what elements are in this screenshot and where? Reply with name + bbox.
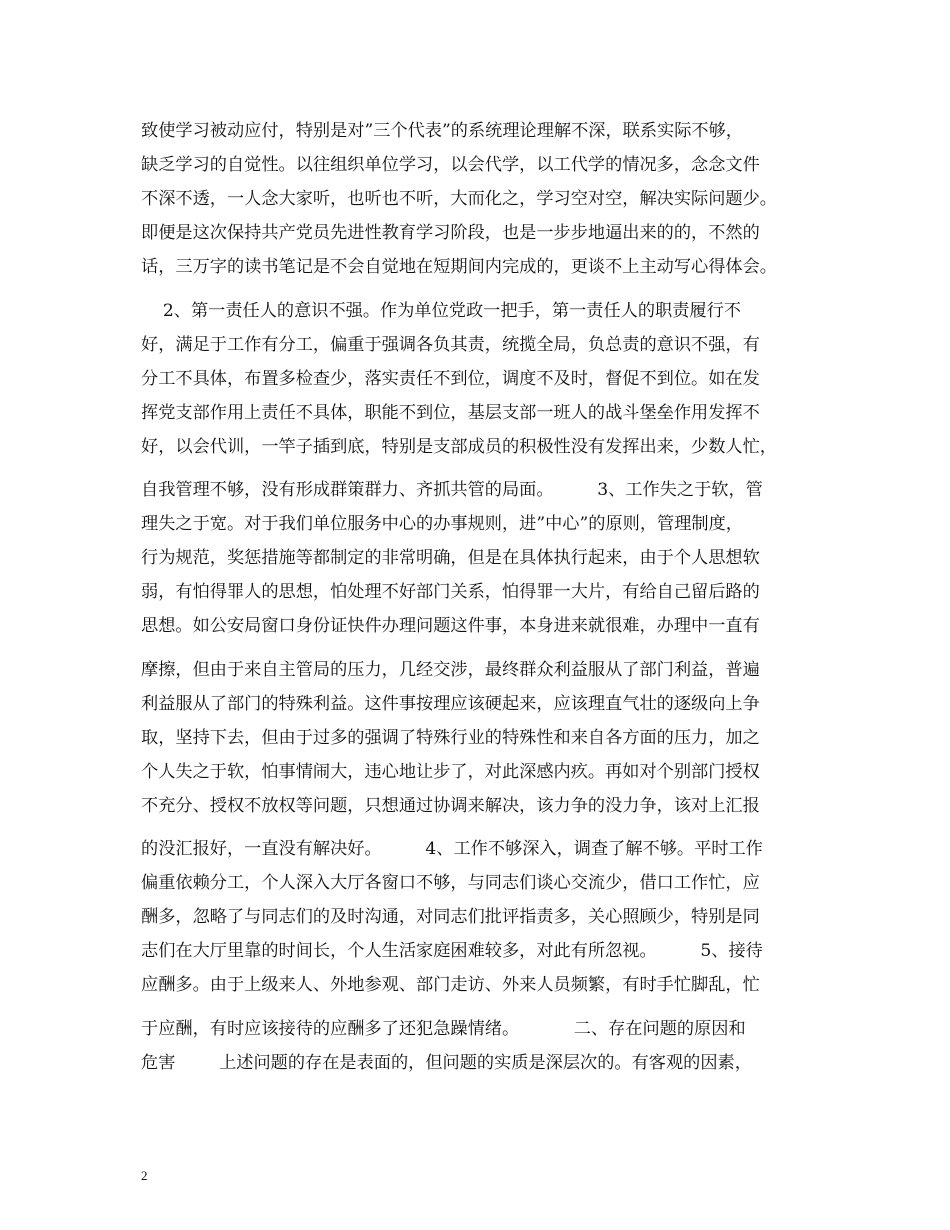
text-line: 个人失之于软，怕事情闹大，违心地让步了，对此深感内疚。再如对个别部门授权 <box>141 762 760 782</box>
text-line: 利益服从了部门的特殊利益。这件事按理应该硬起来，应该理直气壮的逐级向上争 <box>141 694 760 714</box>
text-line: 于应酬，有时应该接待的应酬多了还犯急躁情绪。 二、存在问题的原因和 <box>141 1019 746 1039</box>
text-line: 行为规范，奖惩措施等都制定的非常明确，但是在具体执行起来，由于个人思想软 <box>141 548 760 568</box>
text-line: 理失之于宽。对于我们单位服务中心的办事规则，进”中心”的原则，管理制度， <box>141 514 743 534</box>
text-line: 致使学习被动应付，特别是对”三个代表”的系统理论理解不深，联系实际不够， <box>141 121 743 141</box>
text-line: 不深不透，一人念大家听，也听也不听，大而化之，学习空对空，解决实际问题少。 <box>141 189 777 209</box>
text-line: 挥党支部作用上责任不具体，职能不到位，基层支部一班人的战斗堡垒作用发挥不 <box>141 403 760 423</box>
text-line: 好，满足于工作有分工，偏重于强调各负其责，统揽全局，负总责的意识不强，有 <box>141 335 760 355</box>
text-line: 的没汇报好，一直没有解决好。 4、工作不够深入，调查了解不够。平时工作 <box>141 839 763 859</box>
text-line: 缺乏学习的自觉性。以往组织单位学习，以会代学，以工代学的情况多，念念文件 <box>141 155 760 175</box>
text-line: 话，三万字的读书笔记是不会自觉地在短期间内完成的，更谈不上主动写心得体会。 <box>141 257 777 277</box>
text-line: 自我管理不够，没有形成群策群力、齐抓共管的局面。 3、工作失之于软，管 <box>141 480 763 500</box>
text-line: 志们在大厅里靠的时间长，个人生活家庭困难较多，对此有所忽视。 5、接待 <box>141 941 763 961</box>
text-line: 好，以会代训，一竿子插到底，特别是支部成员的积极性没有发挥出来，少数人忙， <box>141 437 777 457</box>
text-line: 酬多，忽略了与同志们的及时沟通，对同志们批评指责多，关心照顾少，特别是同 <box>141 907 760 927</box>
text-line: 摩擦，但由于来自主管局的压力，几经交涉，最终群众利益服从了部门利益，普遍 <box>141 660 760 680</box>
text-line: 弱，有怕得罪人的思想，怕处理不好部门关系，怕得罪一大片，有给自己留后路的 <box>141 582 760 602</box>
text-line: 偏重依赖分工，个人深入大厅各窗口不够，与同志们谈心交流少，借口工作忙，应 <box>141 873 760 893</box>
text-line: 2、第一责任人的意识不强。作为单位党政一把手，第一责任人的职责履行不 <box>141 301 741 321</box>
text-line: 即便是这次保持共产党员先进性教育学习阶段，也是一步步地逼出来的的，不然的 <box>141 223 760 243</box>
text-line: 分工不具体，布置多检查少，落实责任不到位，调度不及时，督促不到位。如在发 <box>141 369 760 389</box>
page-number: 2 <box>141 1168 148 1183</box>
text-line: 危害 上述问题的存在是表面的，但问题的实质是深层次的。有客观的因素， <box>141 1053 752 1073</box>
text-line: 思想。如公安局窗口身份证快件办理问题这件事，本身进来就很难，办理中一直有 <box>141 616 760 636</box>
text-line: 不充分、授权不放权等问题，只想通过协调来解决，该力争的没力争，该对上汇报 <box>141 796 760 816</box>
text-line: 取，坚持下去，但由于过多的强调了特殊行业的特殊性和来自各方面的压力，加之 <box>141 728 760 748</box>
text-line: 应酬多。由于上级来人、外地参观、部门走访、外来人员频繁，有时手忙脚乱，忙 <box>141 975 760 995</box>
